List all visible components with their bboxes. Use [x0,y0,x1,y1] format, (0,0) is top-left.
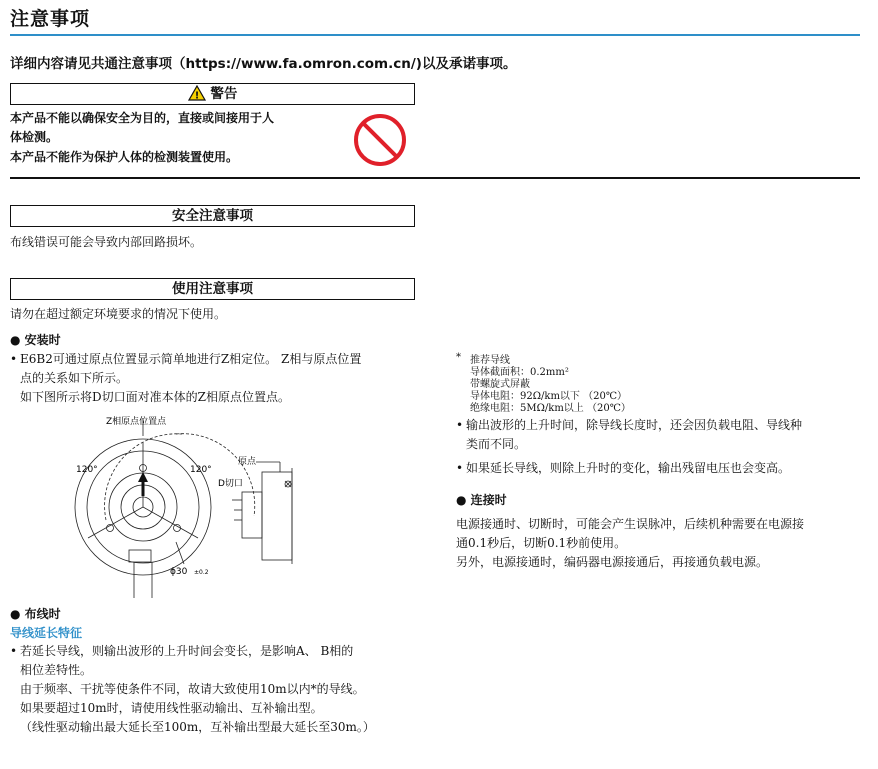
page-title: 注意事项 [10,8,91,30]
warning-line-1: 本产品不能以确保安全为目的，直接或间接用于人 [10,111,275,125]
connect-line-1: 电源接通时、切断时，可能会产生误脉冲，后续机种需要在电源接 [456,517,805,531]
bullet-mark: • [10,644,18,658]
connect-text [456,515,866,572]
usage-text: 请勿在超过额定环境要求的情况下使用。 [10,307,227,321]
warning-line-3: 本产品不能作为保护人体的检测装置使用。 [10,150,239,164]
install-heading: ● 安装时 [10,333,61,347]
residual-voltage-text: 如果延长导线，则除上升时的变化，输出残留电压也会变高。 [466,461,791,475]
warning-label: 警告 [210,86,238,102]
cable-note-line-3: 带螺旋式屏蔽 [470,379,530,390]
wiring-plain-line-3: （线性驱动输出最大延长至100m，互补输出型最大延长至30m。） [20,720,375,734]
d-cut-label: D切口 [218,479,243,489]
warning-line-2: 体检测。 [10,130,59,144]
warning-header [10,83,415,105]
intro-text: 详细内容请见共通注意事项（https://www.fa.omron.com.cn/)以及承诺事项。 [10,56,517,72]
title-divider [10,34,860,36]
cable-note-line-2: 导体截面积：0.2mm² [470,367,569,378]
bullet-mark: • [456,461,464,475]
section-divider [10,177,860,179]
rise-time-line-1: 输出波形的上升时间，除导线长度时，还会因负载电阻、导线种 [466,418,803,432]
wiring-subheading: 导线延长特征 [10,626,83,640]
bullet-mark: • [10,352,18,366]
cable-note-line-4: 导体电阻：92Ω/km以下 （20℃） [470,391,628,402]
encoder-diagram [66,412,332,600]
connect-line-3: 另外，电源接通时，编码器电源接通后，再接通负载电源。 [456,555,769,569]
wiring-bullet [10,642,430,737]
bullet-mark: • [456,418,464,432]
rise-time-line-2: 类而不同。 [466,437,527,451]
wiring-bullet-line-2: 相位差特性。 [20,663,93,677]
install-bullet [10,350,420,407]
wiring-plain-line-2: 如果要超过10m时，请使用线性驱动输出、互补输出型。 [20,701,323,715]
wiring-plain-line-1: 由于频率、干扰等使条件不同，故请大致使用10m以内*的导线。 [20,682,365,696]
connect-heading: ● 连接时 [456,493,507,507]
origin-point-label: 原点 [238,457,257,467]
diameter-label: ϕ30 [170,567,188,577]
cable-note-line-5: 绝缘电阻：5MΩ/km以上 （20℃） [470,403,631,414]
tolerance-label: ±0.2 [194,569,209,576]
angle-left-label: 120° [76,465,98,475]
wiring-heading: ● 布线时 [10,607,61,621]
connect-line-2: 通0.1秒后，切断0.1秒前使用。 [456,536,627,550]
cable-note [470,355,631,415]
install-plain-line: 如下图所示将D切口面对准本体的Z相原点位置点。 [20,390,290,404]
angle-right-label: 120° [190,465,212,475]
safety-header: 安全注意事项 [10,205,415,227]
rise-time-bullet [456,416,866,454]
install-bullet-line-1: E6B2可通过原点位置显示简单地进行Z相定位。 Z相与原点位置 [20,352,362,366]
usage-header: 使用注意事项 [10,278,415,300]
warning-triangle-icon [188,85,206,101]
cable-note-star: * [456,352,461,363]
z-origin-label: Z相原点位置点 [106,417,167,427]
safety-text: 布线错误可能会导致内部回路损坏。 [10,235,203,249]
install-bullet-line-2: 点的关系如下所示。 [20,371,129,385]
warning-symbol: ! [194,90,199,101]
cable-note-line-1: 推荐导线 [470,355,510,366]
wiring-bullet-line-1: 若延长导线，则输出波形的上升时间会变长，是影响A、 B相的 [20,644,354,658]
prohibition-icon [352,112,408,168]
residual-voltage-bullet [456,459,866,478]
